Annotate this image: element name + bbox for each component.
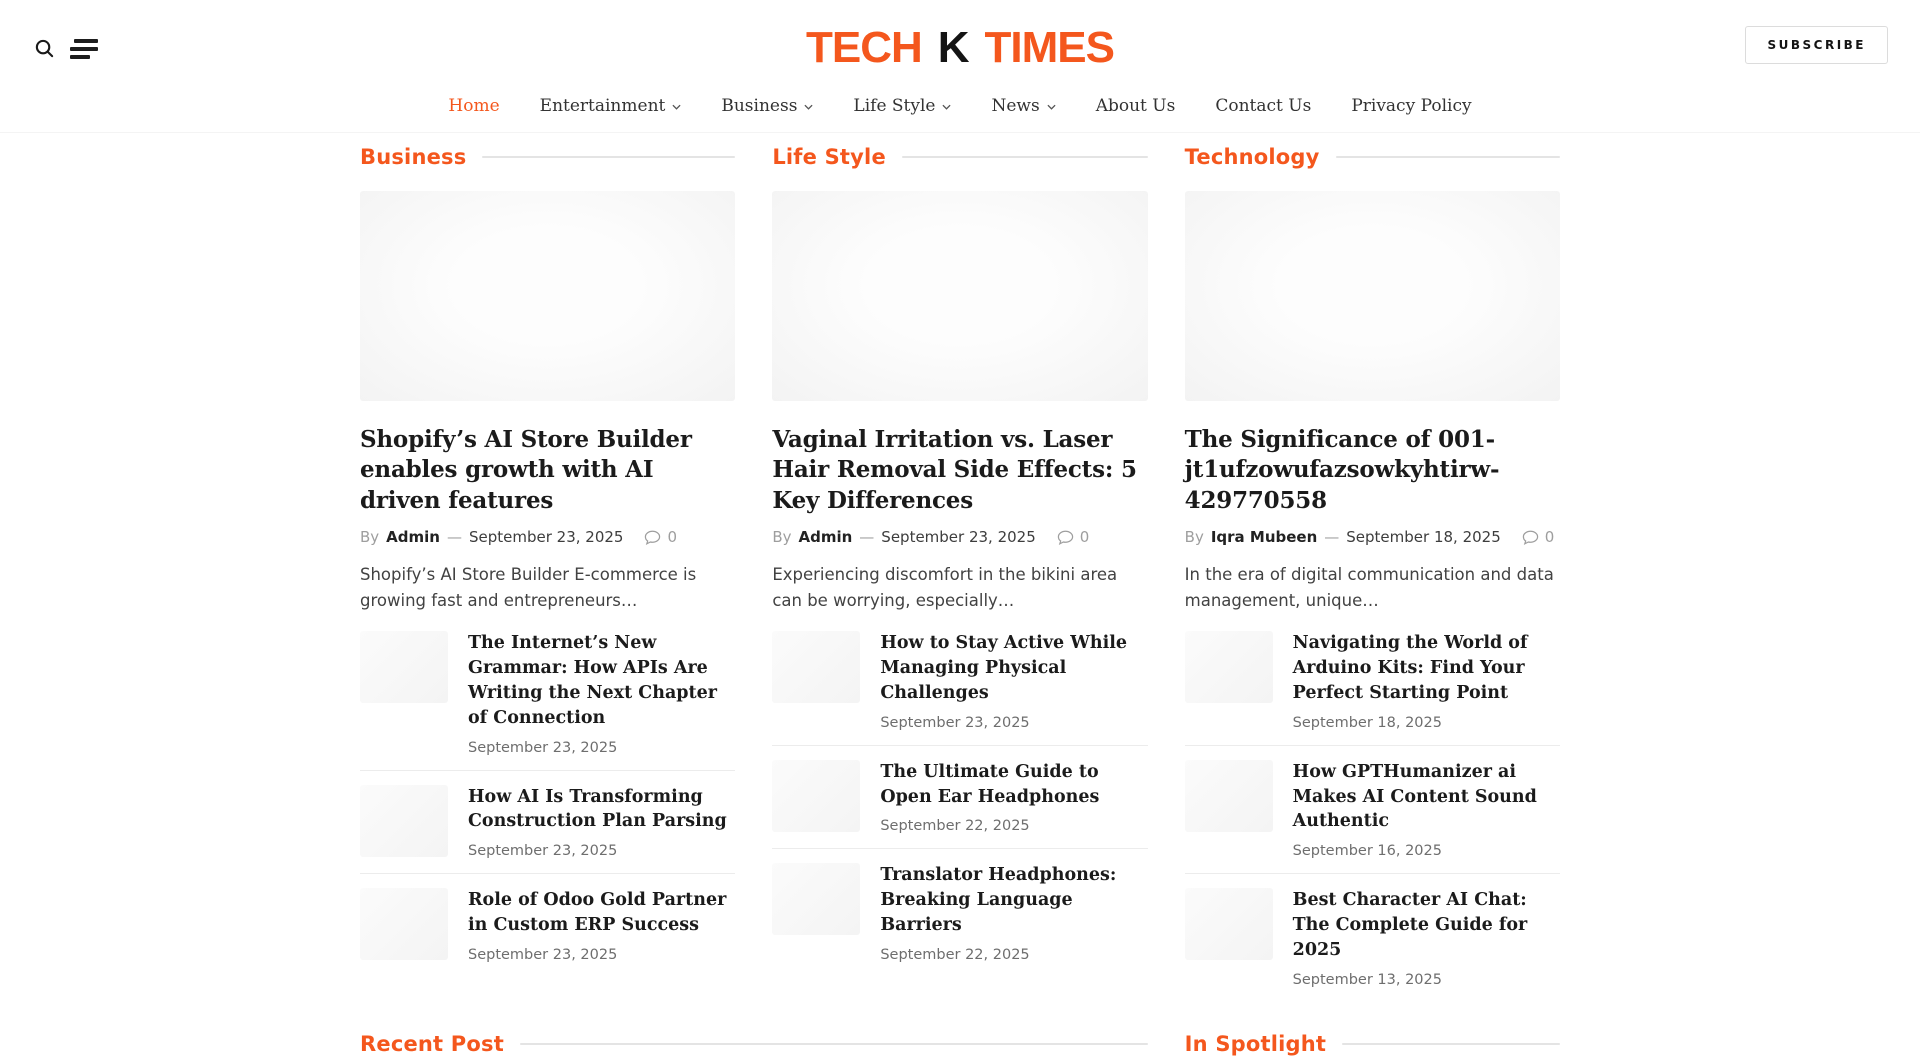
comment-icon: [644, 530, 661, 545]
section-title[interactable]: Technology: [1184, 145, 1320, 169]
featured-post: [1185, 191, 1560, 613]
list-item: [772, 848, 1147, 977]
list-item: [772, 631, 1147, 745]
post-list: [1185, 631, 1560, 1002]
post-thumbnail[interactable]: [360, 631, 448, 703]
section-heading: [772, 143, 1147, 171]
chevron-down-icon: [942, 104, 951, 110]
section-title: In Spotlight: [1184, 1031, 1327, 1056]
list-item: [360, 770, 735, 874]
main-content: [360, 143, 1560, 1058]
search-icon: [34, 38, 55, 59]
comment-count: 0: [1544, 528, 1555, 547]
nav-label: About Us: [1095, 96, 1176, 116]
post-thumbnail[interactable]: [1185, 760, 1273, 832]
post-list: [772, 631, 1147, 977]
heading-divider: [482, 156, 735, 158]
featured-post-excerpt: Shopify’s AI Store Builder E-commerce is growing fast and entrepreneurs…: [360, 565, 697, 610]
post-date: September 23, 2025: [881, 528, 1036, 547]
post-list: [360, 631, 735, 977]
featured-post-image[interactable]: [360, 191, 735, 401]
featured-post-title[interactable]: Shopify’s AI Store Builder enables growth with AI driven features: [360, 426, 692, 514]
featured-post-excerpt: In the era of digital communication and data management, unique…: [1184, 565, 1554, 610]
post-date: September 13, 2025: [1292, 971, 1442, 988]
comments-link[interactable]: [1057, 528, 1090, 546]
featured-post-meta: [1185, 528, 1560, 546]
list-item: [360, 631, 735, 769]
post-thumbnail[interactable]: [1185, 631, 1273, 703]
logo-word-tech: TECH: [805, 23, 922, 72]
chevron-down-icon: [804, 104, 813, 110]
post-date: September 23, 2025: [468, 843, 618, 860]
byline-label: By: [772, 528, 792, 547]
comment-count: 0: [667, 528, 677, 547]
post-title[interactable]: How to Stay Active While Managing Physical Challenges: [880, 633, 1128, 703]
post-thumbnail[interactable]: [772, 631, 860, 703]
post-title[interactable]: Translator Headphones: Breaking Language Barriers: [880, 865, 1117, 936]
comments-link[interactable]: [644, 528, 677, 546]
nav-label: Entertainment: [539, 96, 666, 116]
nav-label: Contact Us: [1215, 96, 1312, 116]
site-header: [0, 0, 1920, 133]
post-date: September 23, 2025: [468, 946, 618, 963]
in-spotlight-heading: [1185, 1030, 1560, 1058]
post-date: September 23, 2025: [880, 714, 1030, 731]
post-thumbnail[interactable]: [772, 760, 860, 832]
comment-count: 0: [1079, 528, 1090, 547]
list-item: [1185, 873, 1560, 1002]
logo-word-k: K: [937, 23, 969, 72]
list-item: [360, 873, 735, 977]
post-date: September 23, 2025: [468, 739, 618, 756]
heading-divider: [1336, 156, 1560, 158]
section-title[interactable]: Business: [360, 145, 467, 169]
site-logo[interactable]: [806, 24, 1114, 72]
post-title[interactable]: The Internet’s New Grammar: How APIs Are Writing the Next Chapter of Connection: [468, 633, 717, 728]
post-date: September 22, 2025: [880, 818, 1030, 835]
featured-post-image[interactable]: [1185, 191, 1560, 401]
bottom-sections: [360, 1030, 1560, 1058]
post-thumbnail[interactable]: [1185, 888, 1273, 960]
nav-item-entertainment[interactable]: [540, 96, 682, 116]
nav-label: Privacy Policy: [1351, 96, 1472, 116]
post-date: September 16, 2025: [1292, 843, 1442, 860]
comment-icon: [1057, 530, 1074, 545]
section-business: [360, 143, 735, 1002]
nav-item-news[interactable]: [991, 96, 1055, 116]
nav-item-about-us[interactable]: [1096, 96, 1176, 116]
heading-divider: [902, 156, 1148, 158]
chevron-down-icon: [672, 104, 681, 110]
post-thumbnail[interactable]: [772, 863, 860, 935]
byline-label: By: [1184, 528, 1204, 547]
post-title[interactable]: How GPTHumanizer ai Makes AI Content Sound Authentic: [1292, 761, 1537, 832]
hamburger-icon: [70, 39, 98, 59]
section-title: Recent Post: [360, 1031, 504, 1056]
post-thumbnail[interactable]: [360, 888, 448, 960]
post-thumbnail[interactable]: [360, 785, 448, 857]
nav-item-home[interactable]: [448, 96, 499, 116]
heading-divider: [520, 1043, 1148, 1045]
meta-separator: —: [446, 528, 462, 547]
post-date: September 23, 2025: [468, 528, 624, 547]
featured-post-title[interactable]: Vaginal Irritation vs. Laser Hair Removal Side Effects: 5 Key Differences: [772, 426, 1137, 514]
logo-word-times: TIMES: [984, 23, 1114, 72]
featured-post: [772, 191, 1147, 613]
section-technology: [1185, 143, 1560, 1002]
nav-item-business[interactable]: [721, 96, 813, 116]
nav-label: Home: [448, 96, 500, 116]
post-date: September 18, 2025: [1292, 714, 1442, 731]
list-item: [772, 745, 1147, 849]
post-date: September 22, 2025: [880, 946, 1030, 963]
main-nav: [0, 96, 1920, 116]
author-link[interactable]: Admin: [798, 528, 853, 547]
header-icons: [34, 38, 98, 59]
list-item: [1185, 631, 1560, 745]
post-title[interactable]: Navigating the World of Arduino Kits: Find Your Perfect Starting Point: [1292, 633, 1528, 703]
nav-item-life-style[interactable]: [853, 96, 951, 116]
menu-button[interactable]: [70, 39, 98, 59]
section-title[interactable]: Life Style: [772, 145, 886, 169]
subscribe-button[interactable]: SUBSCRIBE: [1745, 26, 1888, 64]
author-link[interactable]: Iqra Mubeen: [1210, 528, 1318, 547]
author-link[interactable]: Admin: [386, 528, 440, 547]
nav-label: Business: [721, 96, 798, 116]
featured-post-title[interactable]: The Significance of 001-jt1ufzowufazsowkyhtirw-429770558: [1184, 426, 1500, 514]
featured-post-meta: [360, 528, 735, 546]
comments-link[interactable]: [1522, 528, 1555, 546]
byline-label: By: [360, 528, 380, 547]
meta-separator: —: [1324, 528, 1340, 547]
section-heading: [1185, 143, 1560, 171]
featured-post-meta: [772, 528, 1147, 546]
post-title[interactable]: How AI Is Transforming Construction Plan Parsing: [468, 786, 727, 832]
featured-post-image[interactable]: [772, 191, 1147, 401]
post-title[interactable]: Best Character AI Chat: The Complete Guide for 2025: [1292, 890, 1528, 960]
featured-post-excerpt: Experiencing discomfort in the bikini area can be worrying, especially…: [772, 565, 1118, 610]
section-life-style: [772, 143, 1147, 1002]
nav-item-privacy-policy[interactable]: [1351, 96, 1471, 116]
post-title[interactable]: The Ultimate Guide to Open Ear Headphones: [880, 761, 1100, 807]
featured-post: [360, 191, 735, 613]
nav-label: Life Style: [853, 96, 936, 116]
nav-label: News: [991, 96, 1040, 116]
comment-icon: [1522, 530, 1539, 545]
post-date: September 18, 2025: [1346, 528, 1501, 547]
chevron-down-icon: [1047, 104, 1056, 110]
recent-post-heading: [360, 1030, 1148, 1058]
section-heading: [360, 143, 735, 171]
nav-item-contact-us[interactable]: [1215, 96, 1311, 116]
list-item: [1185, 745, 1560, 874]
search-button[interactable]: [34, 38, 55, 59]
post-title[interactable]: Role of Odoo Gold Partner in Custom ERP Success: [468, 890, 727, 936]
heading-divider: [1342, 1043, 1560, 1045]
meta-separator: —: [859, 528, 875, 547]
